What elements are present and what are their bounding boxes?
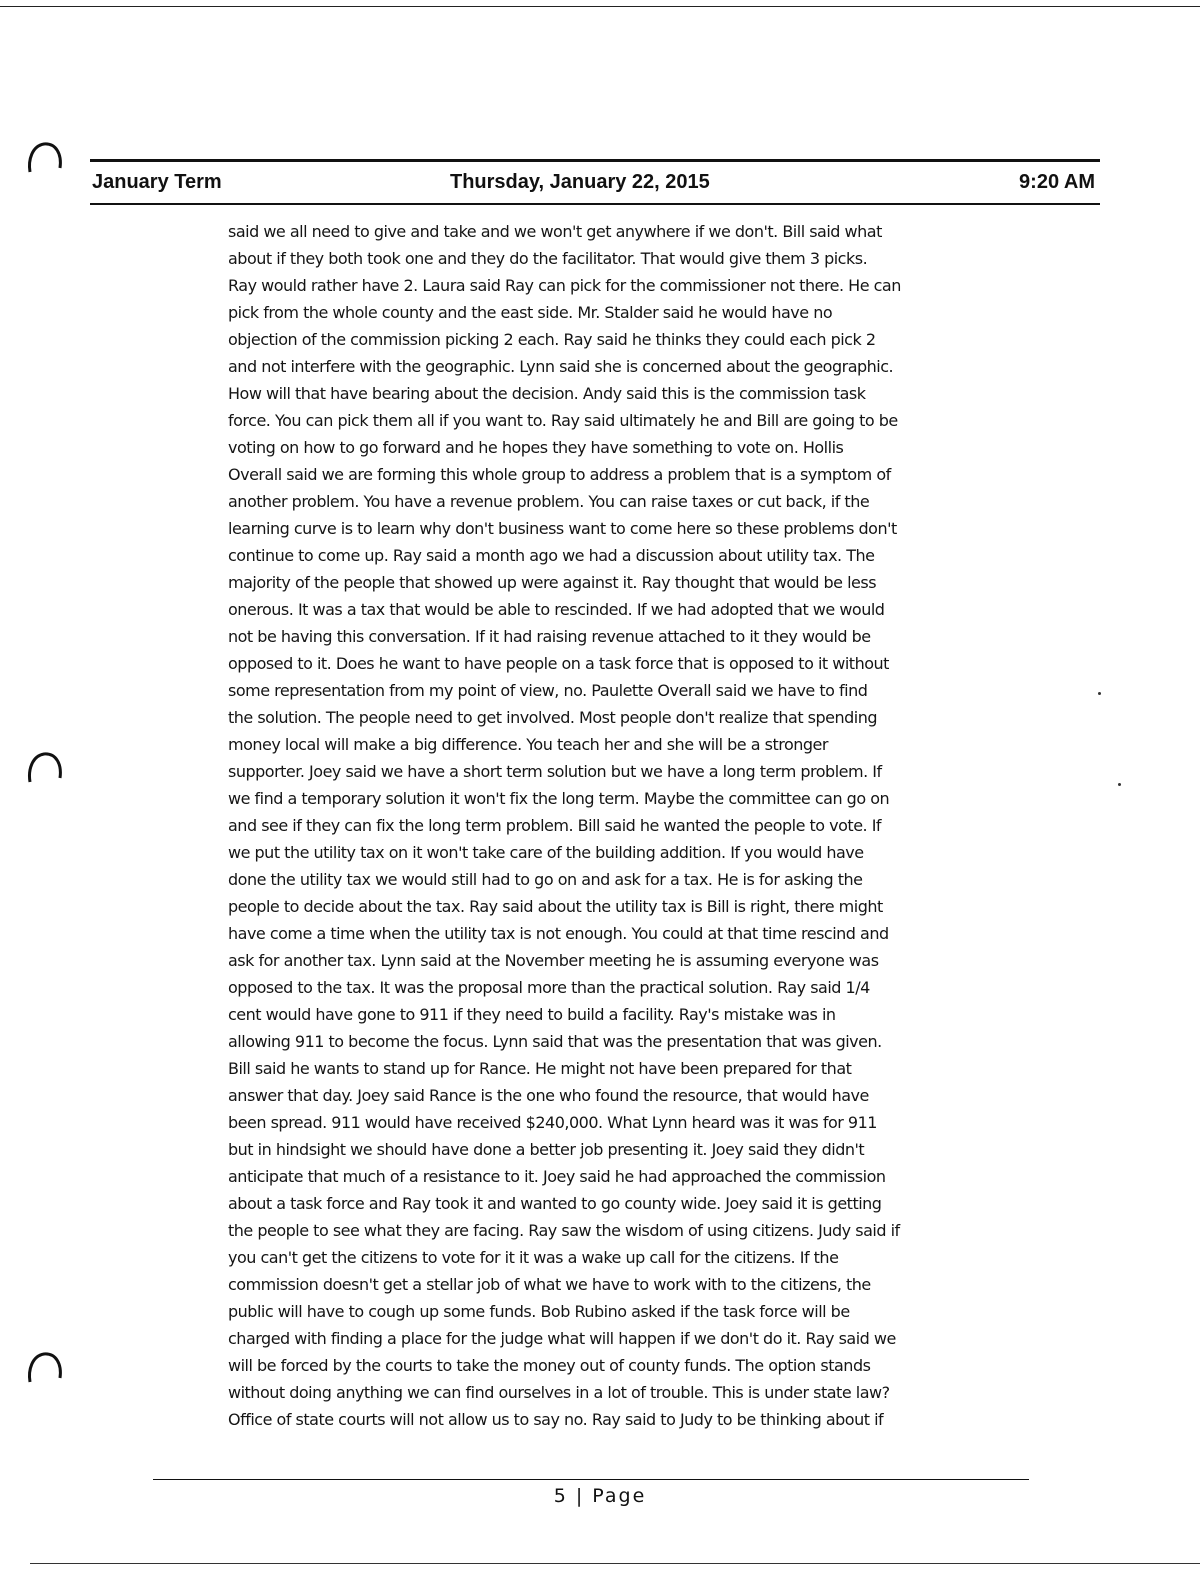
punch-hole-icon — [24, 748, 64, 788]
scan-top-edge-line — [0, 6, 1200, 7]
punch-hole-icon — [24, 138, 64, 178]
body-line: How will that have bearing about the decision. Andy said this is the commission task — [228, 384, 866, 403]
body-line: anticipate that much of a resistance to it. Joey said he had approached the commission — [228, 1167, 886, 1186]
body-line: pick from the whole county and the east side. Mr. Stalder said he would have no — [228, 303, 833, 322]
page-number: 5 | Page — [553, 1485, 647, 1507]
body-line: been spread. 911 would have received $240,000. What Lynn heard was it was for 911 — [228, 1113, 877, 1132]
body-line: about if they both took one and they do the facilitator. That would give them 3 picks. — [228, 249, 868, 268]
body-line: force. You can pick them all if you want to. Ray said ultimately he and Bill are going to be — [228, 411, 898, 430]
body-line: people to decide about the tax. Ray said about the utility tax is Bill is right, there might — [228, 897, 883, 916]
body-line: learning curve is to learn why don't business want to come here so these problems don't — [228, 519, 897, 538]
body-line: supporter. Joey said we have a short term solution but we have a long term problem. If — [228, 762, 882, 781]
body-line: but in hindsight we should have done a better job presenting it. Joey said they didn't — [228, 1140, 865, 1159]
punch-hole-icon — [24, 1348, 64, 1388]
body-line: Overall said we are forming this whole group to address a problem that is a symptom of — [228, 465, 891, 484]
scan-bottom-edge-line — [30, 1563, 1200, 1564]
body-line: Ray would rather have 2. Laura said Ray can pick for the commissioner not there. He can — [228, 276, 901, 295]
header-top-rule — [90, 159, 1100, 162]
body-line: we find a temporary solution it won't fix the long term. Maybe the committee can go on — [228, 789, 890, 808]
body-line: allowing 911 to become the focus. Lynn said that was the presentation that was given. — [228, 1032, 882, 1051]
header-date: Thursday, January 22, 2015 — [450, 171, 710, 193]
body-line: opposed to it. Does he want to have people on a task force that is opposed to it without — [228, 654, 889, 673]
body-line: done the utility tax we would still had to go on and ask for a tax. He is for asking the — [228, 870, 863, 889]
body-line: charged with finding a place for the judge what will happen if we don't do it. Ray said we — [228, 1329, 896, 1348]
body-line: we put the utility tax on it won't take care of the building addition. If you would have — [228, 843, 864, 862]
body-line: not be having this conversation. If it had raising revenue attached to it they would be — [228, 627, 871, 646]
body-line: objection of the commission picking 2 each. Ray said he thinks they could each pick 2 — [228, 330, 876, 349]
body-line: about a task force and Ray took it and wanted to go county wide. Joey said it is getting — [228, 1194, 882, 1213]
body-line: answer that day. Joey said Rance is the one who found the resource, that would have — [228, 1086, 869, 1105]
body-line: majority of the people that showed up were against it. Ray thought that would be less — [228, 573, 877, 592]
body-line: ask for another tax. Lynn said at the November meeting he is assuming everyone was — [228, 951, 879, 970]
header-bottom-rule — [90, 203, 1100, 205]
body-line: continue to come up. Ray said a month ago we had a discussion about utility tax. The — [228, 546, 875, 565]
body-line: some representation from my point of view, no. Paulette Overall said we have to find — [228, 681, 868, 700]
body-line: Office of state courts will not allow us to say no. Ray said to Judy to be thinking about if — [228, 1410, 884, 1429]
body-line: Bill said he wants to stand up for Rance. He might not have been prepared for that — [228, 1059, 852, 1078]
body-line: and not interfere with the geographic. Lynn said she is concerned about the geographic. — [228, 357, 894, 376]
body-line: onerous. It was a tax that would be able to rescinded. If we had adopted that we would — [228, 600, 885, 619]
header-term: January Term — [92, 171, 222, 193]
body-line: commission doesn't get a stellar job of what we have to work with to the citizens, the — [228, 1275, 871, 1294]
header-time: 9:20 AM — [1019, 171, 1095, 193]
body-line: another problem. You have a revenue problem. You can raise taxes or cut back, if the — [228, 492, 870, 511]
body-line: will be forced by the courts to take the money out of county funds. The option stands — [228, 1356, 871, 1375]
body-line: and see if they can fix the long term problem. Bill said he wanted the people to vote. If — [228, 816, 882, 835]
body-line: money local will make a big difference. You teach her and she will be a stronger — [228, 735, 828, 754]
body-line: you can't get the citizens to vote for it it was a wake up call for the citizens. If the — [228, 1248, 839, 1267]
body-line: the people to see what they are facing. Ray saw the wisdom of using citizens. Judy said if — [228, 1221, 900, 1240]
body-line: without doing anything we can find ourselves in a lot of trouble. This is under state law? — [228, 1383, 890, 1402]
scan-speck — [1118, 783, 1121, 786]
body-line: opposed to the tax. It was the proposal more than the practical solution. Ray said 1/4 — [228, 978, 870, 997]
footer-rule — [153, 1479, 1029, 1480]
body-line: have come a time when the utility tax is not enough. You could at that time rescind and — [228, 924, 889, 943]
scan-speck — [1098, 692, 1101, 695]
body-line: the solution. The people need to get involved. Most people don't realize that spending — [228, 708, 878, 727]
body-line: public will have to cough up some funds. Bob Rubino asked if the task force will be — [228, 1302, 850, 1321]
minutes-body — [228, 218, 1028, 1433]
body-line: cent would have gone to 911 if they need to build a facility. Ray's mistake was in — [228, 1005, 836, 1024]
body-line: said we all need to give and take and we won't get anywhere if we don't. Bill said what — [228, 222, 882, 241]
body-line: voting on how to go forward and he hopes they have something to vote on. Hollis — [228, 438, 844, 457]
